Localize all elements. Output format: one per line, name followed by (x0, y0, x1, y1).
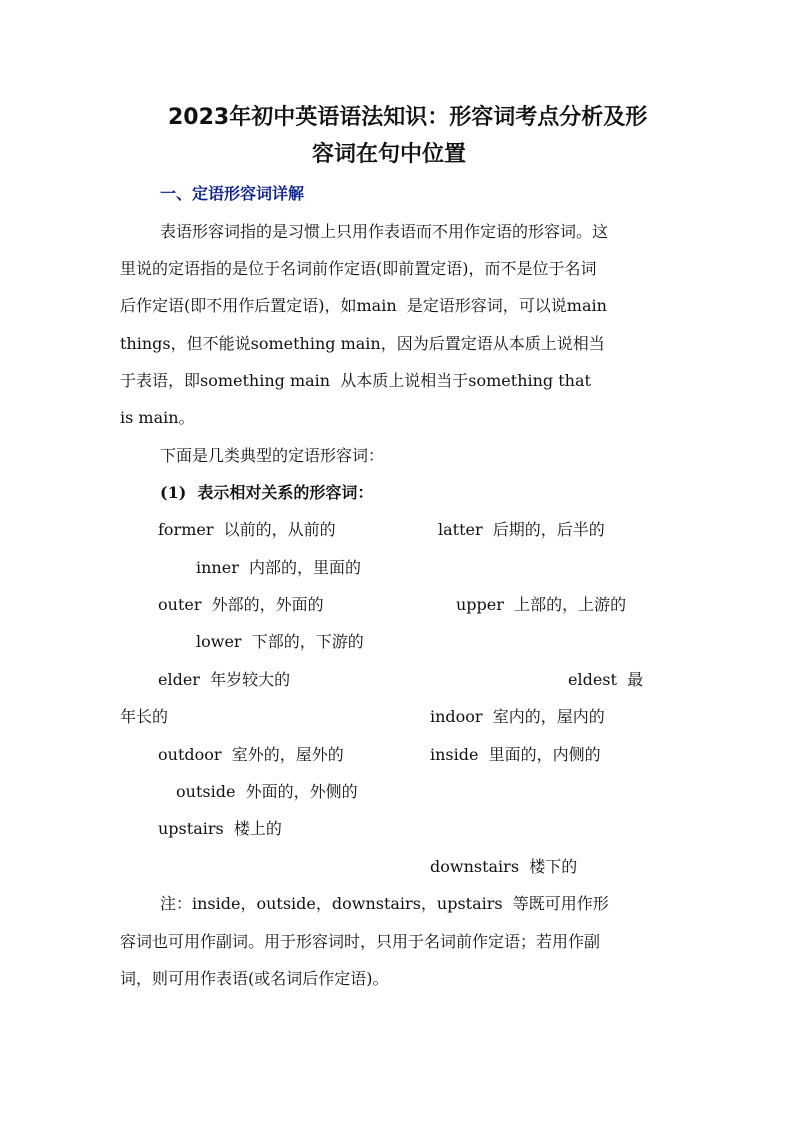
page-title-line-2: 容词在句中位置 (312, 142, 467, 167)
paragraph-line: 于表语，即something main 从本质上说相当于something that (120, 371, 591, 390)
paragraph-line: is main。 (120, 408, 195, 427)
section-heading: 一、定语形容词详解 (160, 184, 305, 203)
subsection-heading: (1) 表示相对关系的形容词： (160, 483, 374, 502)
word-entry-eldest-cont: 年长的 (120, 707, 169, 726)
word-entry-downstairs: downstairs 楼下的 (430, 857, 578, 876)
paragraph-line: 表语形容词指的是习惯上只用作表语而不用作定语的形容词。这 (160, 222, 609, 241)
word-entry-outdoor: outdoor 室外的，屋外的 (158, 745, 344, 764)
word-entry-upstairs: upstairs 楼上的 (158, 819, 282, 838)
word-entry-elder: elder 年岁较大的 (158, 670, 291, 689)
word-entry-eldest: eldest 最 (568, 670, 644, 689)
word-entry-outside: outside 外面的，外侧的 (176, 782, 358, 801)
page-title-line-1: 2023年初中英语语法知识：形容词考点分析及形 (168, 105, 648, 130)
word-entry-former: former 以前的，从前的 (158, 520, 336, 539)
word-entry-upper: upper 上部的，上游的 (456, 595, 627, 614)
word-entry-lower: lower 下部的，下游的 (196, 632, 364, 651)
word-entry-outer: outer 外部的，外面的 (158, 595, 324, 614)
note-line: 词，则可用作表语(或名词后作定语)。 (120, 969, 389, 988)
paragraph-line: 里说的定语指的是位于名词前作定语(即前置定语)，而不是位于名词 (120, 259, 597, 278)
note-line: 容词也可用作副词。用于形容词时，只用于名词前作定语；若用作副 (120, 932, 601, 951)
paragraph-line: things，但不能说something main，因为后置定语从本质上说相当 (120, 334, 605, 353)
paragraph-line: 后作定语(即不用作后置定语)，如main 是定语形容词，可以说main (120, 296, 607, 315)
word-entry-inner: inner 内部的，里面的 (196, 558, 362, 577)
paragraph-intro: 下面是几类典型的定语形容词： (160, 446, 385, 465)
word-entry-inside: inside 里面的，内侧的 (430, 745, 601, 764)
note-line: 注：inside，outside，downstairs，upstairs 等既可用作形 (160, 894, 609, 913)
word-entry-indoor: indoor 室内的，屋内的 (430, 707, 605, 726)
word-entry-latter: latter 后期的，后半的 (438, 520, 605, 539)
